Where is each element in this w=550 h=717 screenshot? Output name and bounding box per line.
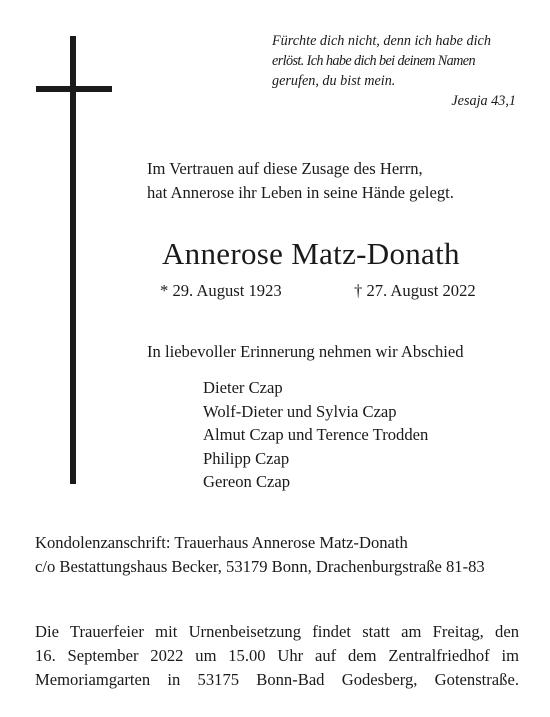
- intro-line: hat Annerose ihr Leben in seine Hände gelegt.: [147, 183, 454, 202]
- verse-line: erlöst. Ich habe dich bei deinem Namen: [272, 53, 475, 69]
- funeral-line: Die Trauerfeier mit Urnenbeisetzung findet statt am Freitag, den: [35, 622, 519, 641]
- mourners-list: [203, 376, 428, 494]
- mourner-name: Philipp Czap: [203, 448, 290, 468]
- birth-date: * 29. August 1923: [160, 281, 282, 300]
- mourner-name: Gereon Czap: [203, 472, 291, 492]
- deceased-name: Annerose Matz-Donath: [162, 236, 460, 271]
- condolence-address: [35, 531, 519, 579]
- intro-text: [147, 157, 454, 205]
- death-date: † 27. August 2022: [354, 281, 476, 300]
- mourner-name: Dieter Czap: [203, 378, 283, 397]
- farewell-text: In liebevoller Erinnerung nehmen wir Abschied: [147, 342, 464, 361]
- funeral-line: 16. September 2022 um 15.00 Uhr auf dem Zentralfriedhof im: [35, 646, 519, 665]
- verse-line: Fürchte dich nicht, denn ich habe dich: [272, 33, 491, 49]
- intro-line: Im Vertrauen auf diese Zusage des Herrn,: [147, 159, 423, 178]
- verse-reference: Jesaja 43,1: [451, 93, 516, 109]
- mourner-name: Almut Czap und Terence Trodden: [203, 425, 429, 445]
- cross-horizontal-bar: [36, 86, 112, 92]
- cross-vertical-bar: [70, 36, 76, 484]
- condolence-line: Kondolenzanschrift: Trauerhaus Annerose Matz-Donath: [35, 533, 408, 552]
- condolence-line: c/o Bestattungshaus Becker, 53179 Bonn, Drachenburgstraße 81-83: [35, 557, 485, 576]
- bible-verse: [272, 31, 522, 111]
- funeral-info: [35, 620, 519, 692]
- verse-line: gerufen, du bist mein.: [272, 73, 396, 89]
- mourner-name: Wolf-Dieter und Sylvia Czap: [203, 401, 397, 421]
- funeral-line: Memoriamgarten in 53175 Bonn-Bad Godesberg, Gotenstraße.: [35, 670, 519, 689]
